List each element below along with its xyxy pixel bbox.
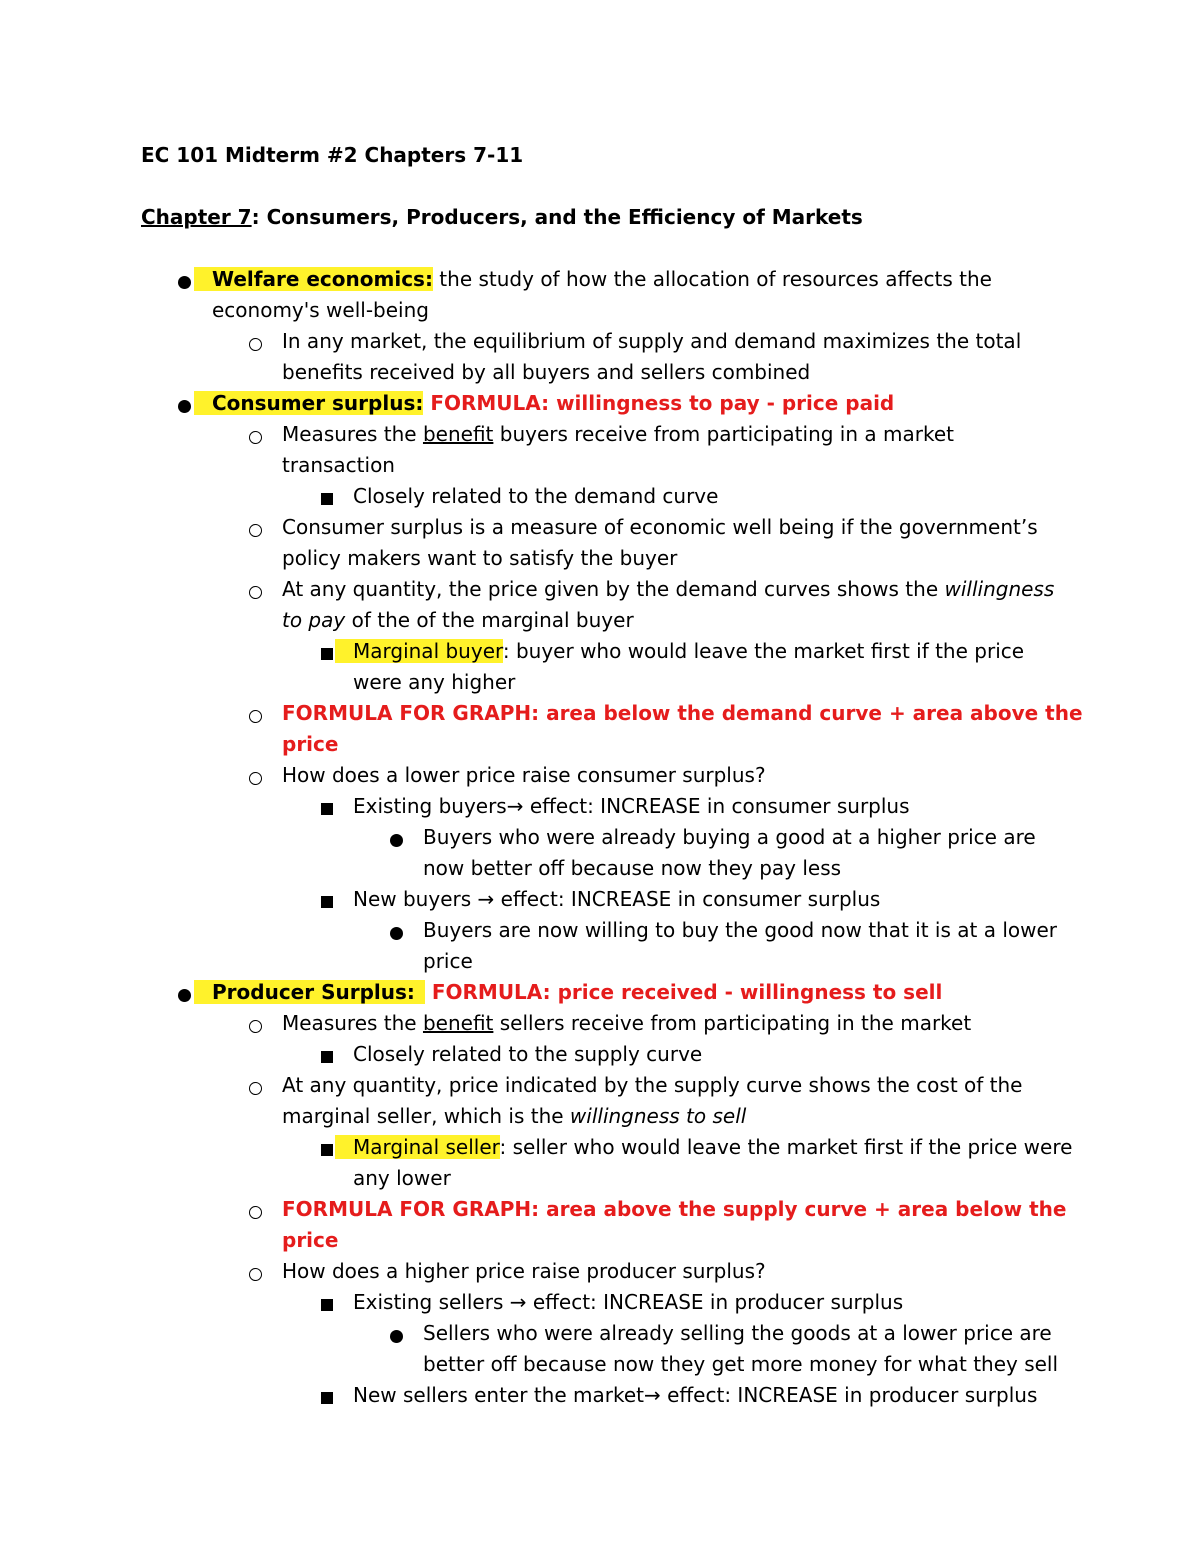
sub-sub-item-text: Existing buyers→ effect: INCREASE in consumer surplus <box>353 794 910 818</box>
definition-text: economy's well-being <box>212 298 429 322</box>
formula-producer-surplus: FORMULA: price received - willingness to sell <box>424 980 943 1004</box>
bullet-circle-icon <box>249 1020 262 1033</box>
sub-item-text: sellers receive from participating in the market <box>493 1011 972 1035</box>
italic-text: willingness to sell <box>569 1104 747 1128</box>
document-title <box>141 140 523 171</box>
bullet-square-icon <box>321 1051 333 1063</box>
sub-sub-item-text: Closely related to the demand curve <box>353 484 719 508</box>
sub-item-text: transaction <box>282 453 395 477</box>
sub-item-text: How does a lower price raise consumer surplus? <box>282 763 766 787</box>
sub-item-text: marginal seller, which is the <box>282 1104 570 1128</box>
chapter-title: : Consumers, Producers, and the Efficiency of Markets <box>251 205 863 229</box>
bullet-circle-icon <box>249 772 262 785</box>
bullet-square-icon <box>321 1299 333 1311</box>
sub-item-text: policy makers want to satisfy the buyer <box>282 546 678 570</box>
formula-text: FORMULA FOR GRAPH: area below the demand curve + area above the <box>282 701 1083 725</box>
list-item-willingness <box>282 574 1054 605</box>
italic-text: willingness <box>944 577 1055 601</box>
detail-text: Sellers who were already selling the goods at a lower price are <box>423 1321 1052 1345</box>
formula-continuation <box>282 729 338 760</box>
sub-item-text: Measures the <box>282 422 423 446</box>
list-item-producer-surplus <box>194 977 942 1008</box>
list-item-continuation <box>282 450 395 481</box>
list-item-supply-curve <box>353 1039 702 1070</box>
bullet-square-icon <box>321 896 333 908</box>
list-item-continuation <box>282 543 677 574</box>
definition-text: the study of how the allocation of resources affects the <box>432 267 992 291</box>
list-item-measures-benefit-sellers <box>282 1008 971 1039</box>
definition-text: any lower <box>353 1166 451 1190</box>
sub-item-text: of the of the marginal buyer <box>345 608 634 632</box>
chapter-label: Chapter 7 <box>141 205 252 229</box>
sub-item-text: At any quantity, the price given by the demand curves shows the <box>282 577 945 601</box>
list-item-existing-buyers <box>353 791 910 822</box>
sub-item-text: Measures the <box>282 1011 423 1035</box>
sub-item-text: At any quantity, price indicated by the supply curve shows the cost of the <box>282 1073 1023 1097</box>
bullet-dot-icon <box>178 989 191 1002</box>
bullet-square-icon <box>321 648 333 660</box>
bullet-dot-icon <box>390 834 403 847</box>
list-item-new-sellers <box>353 1380 1037 1411</box>
formula-graph-producer <box>282 1194 1066 1225</box>
list-item-new-detail <box>423 915 1057 946</box>
list-item-existing-detail <box>423 822 1036 853</box>
definition-text: : buyer who would leave the market first if the price <box>502 639 1025 663</box>
term-producer-surplus: Producer Surplus: <box>194 980 425 1004</box>
list-item-consumer-surplus <box>194 388 894 419</box>
list-item-existing-sellers-detail <box>423 1318 1052 1349</box>
term-welfare-economics: Welfare economics <box>194 267 425 291</box>
bullet-dot-icon <box>390 927 403 940</box>
list-item-continuation <box>423 946 473 977</box>
term-marginal-buyer: Marginal buyer <box>335 639 503 663</box>
formula-text: price <box>282 1228 339 1252</box>
detail-text: now better off because now they pay less <box>423 856 842 880</box>
detail-text: Buyers who were already buying a good at a higher price are <box>423 825 1036 849</box>
list-item-marginal-buyer <box>335 636 1024 667</box>
definition-continuation <box>353 1163 451 1194</box>
list-item-measures-benefit <box>282 419 954 450</box>
bullet-dot-icon <box>390 1330 403 1343</box>
list-item-question-lower-price <box>282 760 766 791</box>
bullet-circle-icon <box>249 1206 262 1219</box>
list-item-new-buyers <box>353 884 880 915</box>
bullet-circle-icon <box>249 524 262 537</box>
underlined-word: benefit <box>422 422 494 446</box>
list-item-question-higher-price <box>282 1256 766 1287</box>
term-marginal-seller: Marginal seller <box>335 1135 500 1159</box>
bullet-circle-icon <box>249 1082 262 1095</box>
bullet-square-icon <box>321 803 333 815</box>
document-title-text: EC 101 Midterm #2 Chapters 7-11 <box>141 143 524 167</box>
sub-sub-item-text: New sellers enter the market→ effect: INCREASE in producer surplus <box>353 1383 1038 1407</box>
list-item-continuation <box>282 357 810 388</box>
detail-text: price <box>423 949 473 973</box>
bullet-circle-icon <box>249 1268 262 1281</box>
list-item-marginal-seller <box>335 1132 1072 1163</box>
italic-text: to pay <box>282 608 346 632</box>
sub-item-text: In any market, the equilibrium of supply and demand maximizes the total <box>282 329 1022 353</box>
detail-text: better off because now they get more money for what they sell <box>423 1352 1059 1376</box>
bullet-dot-icon <box>178 400 191 413</box>
definition-continuation <box>212 295 429 326</box>
bullet-square-icon <box>321 493 333 505</box>
sub-sub-item-text: Existing sellers → effect: INCREASE in producer surplus <box>353 1290 904 1314</box>
list-item-equilibrium <box>282 326 1021 357</box>
definition-continuation <box>353 667 515 698</box>
sub-item-text: buyers receive from participating in a market <box>493 422 954 446</box>
definition-text: : seller who would leave the market first if the price were <box>499 1135 1073 1159</box>
bullet-square-icon <box>321 1392 333 1404</box>
list-item-cost-marginal-seller <box>282 1070 1022 1101</box>
formula-graph-consumer <box>282 698 1083 729</box>
list-item-existing-sellers <box>353 1287 903 1318</box>
formula-text: price <box>282 732 339 756</box>
formula-continuation <box>282 1225 338 1256</box>
definition-text: were any higher <box>353 670 516 694</box>
bullet-circle-icon <box>249 586 262 599</box>
list-item-continuation <box>282 1101 746 1132</box>
bullet-dot-icon <box>178 276 191 289</box>
bullet-square-icon <box>321 1144 333 1156</box>
chapter-heading <box>141 202 863 233</box>
list-item-continuation <box>282 605 634 636</box>
term-consumer-surplus: Consumer surplus <box>194 391 415 415</box>
term-colon: : <box>415 391 424 415</box>
sub-sub-item-text: New buyers → effect: INCREASE in consumer surplus <box>353 887 881 911</box>
term-colon: : <box>424 267 433 291</box>
underlined-word: benefit <box>422 1011 494 1035</box>
formula-text: FORMULA FOR GRAPH: area above the supply curve + area below the <box>282 1197 1067 1221</box>
sub-item-text: How does a higher price raise producer surplus? <box>282 1259 766 1283</box>
sub-item-text: Consumer surplus is a measure of economic well being if the government’s <box>282 515 1038 539</box>
bullet-circle-icon <box>249 710 262 723</box>
sub-item-text: benefits received by all buyers and sellers combined <box>282 360 811 384</box>
list-item-continuation <box>423 1349 1058 1380</box>
list-item-continuation <box>423 853 841 884</box>
bullet-circle-icon <box>249 431 262 444</box>
formula-consumer-surplus: FORMULA: willingness to pay - price paid <box>423 391 895 415</box>
bullet-circle-icon <box>249 338 262 351</box>
detail-text: Buyers are now willing to buy the good now that it is at a lower <box>423 918 1058 942</box>
list-item-welfare <box>194 264 992 295</box>
sub-sub-item-text: Closely related to the supply curve <box>353 1042 703 1066</box>
list-item-wellbeing <box>282 512 1038 543</box>
list-item-demand-curve <box>353 481 718 512</box>
